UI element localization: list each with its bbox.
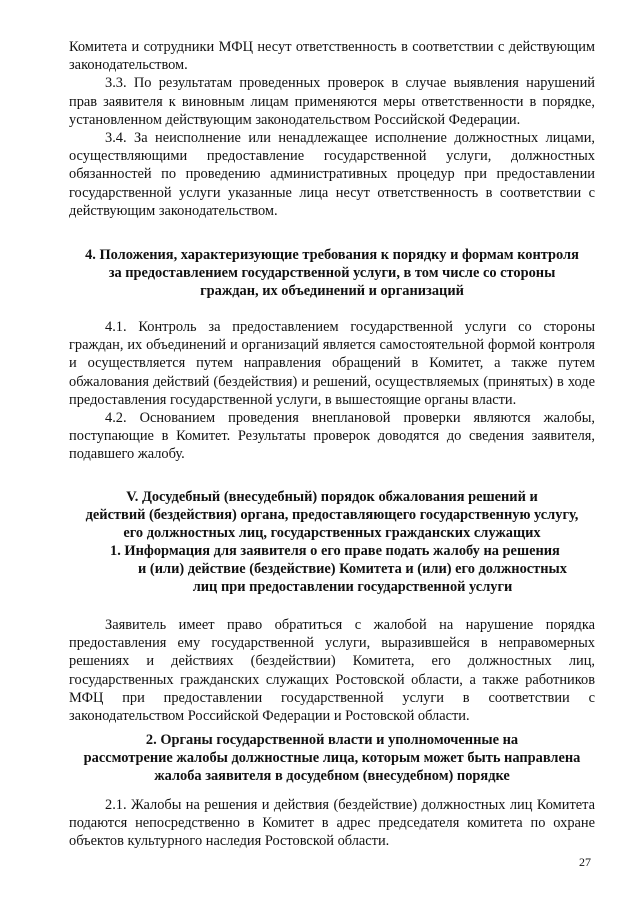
heading-line: V. Досудебный (внесудебный) порядок обжалования решений и (126, 489, 538, 505)
heading-line: 1. Информация для заявителя о его праве подать жалобу на решения (110, 543, 560, 559)
heading-line: действий (бездействия) органа, предоставляющего государственную услугу, (85, 507, 579, 524)
paragraph-3-2-continuation: Комитета и сотрудники МФЦ несут ответственность в соответствии с действующим законодательством. (69, 39, 595, 74)
section-3-continuation (69, 38, 595, 220)
heading-line: жалоба заявителя в досудебном (внесудебном) порядке (154, 768, 510, 785)
heading-section-4 (69, 246, 595, 301)
paragraph-applicant-right: Заявитель имеет право обратиться с жалобой на нарушение порядка предоставления ему государственной услуги, выразившейся в неправомерных решениях и действиях (бездействии) Комитета, его должностных лиц, государственных гражданских служащих Ростовской области, а также работников МФЦ при предоставлении государственной услуги в соответствии с законодательством Российской Федерации и Ростовской области. (69, 617, 595, 725)
heading-section-5-2 (69, 731, 595, 786)
heading-section-5 (69, 488, 595, 543)
paragraph-3-4: 3.4. За неисполнение или ненадлежащее исполнение должностных лицами, осуществляющими предоставление государственной услуги, должностных обязанностей по проведению административных процедур при предоставлении государственной услуги указанные лица несут ответственность в соответствии с действующим законодательством. (69, 130, 595, 219)
section-5-1-body (69, 616, 595, 725)
heading-line: 4. Положения, характеризующие требования к порядку и формам контроля (85, 247, 579, 263)
heading-line: и (или) действие (бездействие) Комитета и (или) его должностных (138, 561, 567, 578)
heading-line: граждан, их объединений и организаций (200, 283, 464, 300)
heading-line: его должностных лиц, государственных гражданских служащих (123, 525, 541, 542)
heading-line: рассмотрение жалобы должностные лица, которым может быть направлена (83, 750, 581, 767)
paragraph-4-1: 4.1. Контроль за предоставлением государственной услуги со стороны граждан, их объединений и организаций является самостоятельной формой контроля и осуществляется путем направления обращений в Комитет, а также путем обжалования действий (бездействия) и решений, осуществляемых (принятых) в ходе предоставления государственной услуги, в вышестоящие органы власти. (69, 319, 595, 408)
paragraph-2-1: 2.1. Жалобы на решения и действия (бездействие) должностных лиц Комитета подаются непосредственно в Комитет в адрес председателя комитета по охране объектов культурного наследия Ростовской области. (69, 797, 595, 850)
heading-line: 2. Органы государственной власти и уполномоченные на (145, 732, 519, 748)
paragraph-4-2: 4.2. Основанием проведения внеплановой проверки являются жалобы, поступающие в Комитет. Результаты проверок доводятся до сведения заявителя, подавшего жалобу. (69, 410, 595, 463)
section-4-body (69, 318, 595, 464)
paragraph-3-3: 3.3. По результатам проведенных проверок в случае выявления нарушений прав заявителя к виновным лицам применяются меры ответственности в порядке, установленном действующим законодательством Российской Федерации. (69, 75, 595, 128)
page-number: 27 (579, 855, 591, 869)
heading-section-5-1 (110, 542, 595, 597)
section-5-2-body (69, 796, 595, 851)
heading-line: лиц при предоставлении государственной услуги (192, 579, 513, 596)
heading-line: за предоставлением государственной услуги, в том числе со стороны (108, 265, 556, 282)
